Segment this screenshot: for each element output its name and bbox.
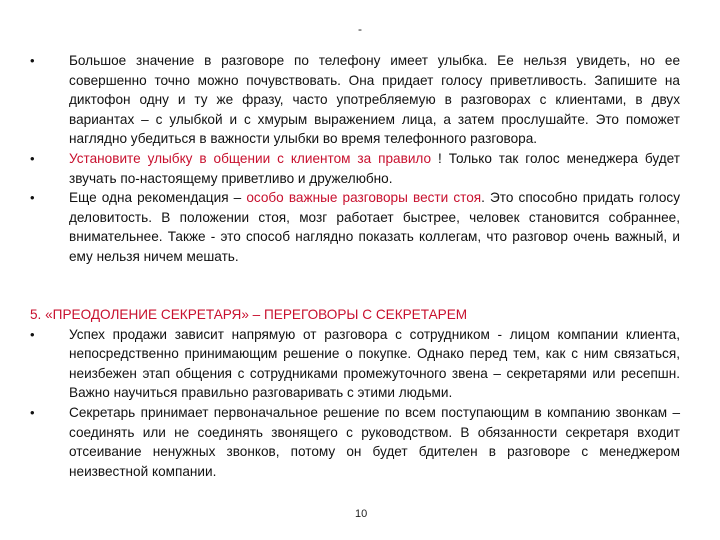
top-mark: - [358, 22, 362, 36]
bullet-icon: • [30, 326, 35, 342]
item-text: Секретарь принимает первоначальное решение по всем поступающим в компанию звонкам – соединять или не соединять звонящего с руководством. В обязанности секретаря входит отсеивание ненужных звонков, потому он будет бдителен в разговоре с менеджером неизвестной компании. [69, 404, 680, 479]
section-heading: 5. «ПРЕОДОЛЕНИЕ СЕКРЕТАРЯ» – ПЕРЕГОВОРЫ С СЕКРЕТАРЕМ [30, 307, 468, 322]
list-item [30, 188, 680, 266]
bullet-icon: • [30, 150, 35, 166]
secretary-section [30, 305, 680, 481]
item-text: . Это способно придать голосу деловитость. В положении стоя, мозг работает быстрее, человек становится собраннее, внимательнее. Также - это способ наглядно показать коллегам, что разговор очень важный, и ему нельзя ничем мешать. [69, 190, 680, 264]
bullet-icon: • [30, 53, 35, 68]
bullet-icon: • [30, 190, 35, 206]
tips-list [30, 51, 680, 267]
item-text: Большое значение в разговоре по телефону имеет улыбка. Ее нельзя увидеть, но ее совершенно точно можно почувствовать. Она придает голосу приветливость. Запишите на диктофон одну и ту же фразу, часто употребляемую в разговорах с клиентами, в двух вариантах – с улыбкой и с хмурым выражением лица, а затем прослушайте. Это поможет наглядно убедиться в важности улыбки во время телефонного разговора. [69, 53, 680, 147]
item-text: Еще одна рекомендация – [69, 190, 247, 206]
item-text: Успех продажи зависит напрямую от разговора с сотрудником - лицом компании клиента, непосредственно принимающим решение о покупке. Однако перед тем, как с ним связаться, неизбежен этап общения с сотрудниками промежуточного звена – секретарями или ресепшн. Важно научиться правильно разговаривать с этими людьми. [69, 326, 680, 401]
page-number: 10 [355, 508, 368, 520]
item-text: ! Только так голос менеджера будет звучать по-настоящему приветливо и дружелюбно. [69, 150, 680, 186]
highlight-text: Установите улыбку в общении с клиентом за правило [69, 150, 432, 166]
list-item [30, 325, 680, 403]
list-item [30, 51, 680, 149]
bullet-icon: • [30, 404, 35, 420]
highlight-text: особо важные разговоры вести стоя [246, 190, 482, 206]
list-item [30, 403, 680, 481]
list-item [30, 149, 680, 188]
